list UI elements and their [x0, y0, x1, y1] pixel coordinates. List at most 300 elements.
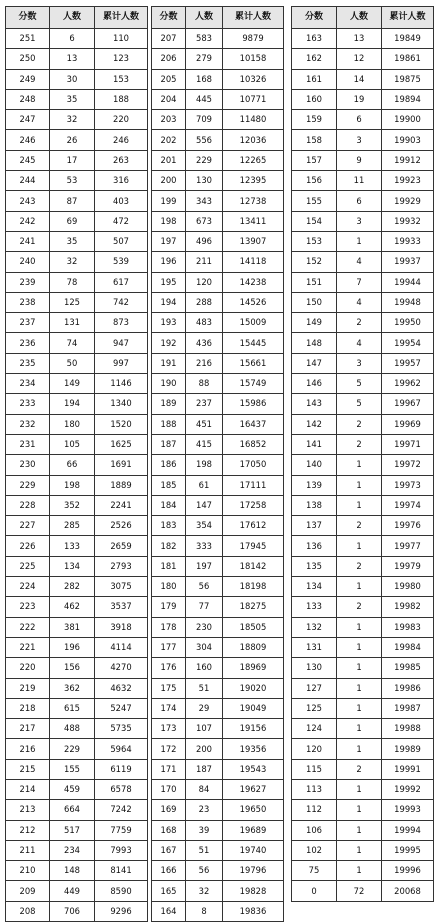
score-cell: 222	[6, 617, 50, 637]
count-cell: 354	[186, 516, 223, 536]
cumulative-cell: 15445	[223, 333, 284, 353]
cumulative-cell: 110	[95, 29, 148, 49]
score-table-block-1	[5, 6, 148, 922]
cumulative-cell: 7759	[95, 820, 148, 840]
cumulative-cell: 12395	[223, 171, 284, 191]
count-cell: 155	[50, 759, 95, 779]
count-cell: 1	[337, 800, 382, 820]
count-cell: 35	[50, 231, 95, 251]
table-row	[6, 597, 148, 617]
count-cell: 436	[186, 333, 223, 353]
score-cell: 132	[292, 617, 337, 637]
score-cell: 141	[292, 434, 337, 454]
count-cell: 288	[186, 292, 223, 312]
score-cell: 135	[292, 556, 337, 576]
score-cell: 184	[152, 495, 186, 515]
score-cell: 131	[292, 637, 337, 657]
score-cell: 193	[152, 313, 186, 333]
cumulative-cell: 19979	[382, 556, 434, 576]
score-cell: 235	[6, 353, 50, 373]
count-cell: 56	[186, 577, 223, 597]
header-score: 分数	[292, 7, 337, 29]
score-cell: 173	[152, 719, 186, 739]
table-row	[152, 49, 284, 69]
table-row	[292, 130, 434, 150]
count-cell: 1	[337, 475, 382, 495]
count-cell: 1	[337, 739, 382, 759]
cumulative-cell: 19894	[382, 89, 434, 109]
count-cell: 496	[186, 231, 223, 251]
count-cell: 148	[50, 861, 95, 881]
score-cell: 152	[292, 252, 337, 272]
table-row	[6, 698, 148, 718]
cumulative-cell: 17111	[223, 475, 284, 495]
score-cell: 179	[152, 597, 186, 617]
count-cell: 56	[186, 861, 223, 881]
cumulative-cell: 3918	[95, 617, 148, 637]
score-cell: 213	[6, 800, 50, 820]
count-cell: 706	[50, 901, 95, 921]
cumulative-cell: 8590	[95, 881, 148, 901]
cumulative-cell: 123	[95, 49, 148, 69]
score-cell: 185	[152, 475, 186, 495]
score-table-block-2	[151, 6, 284, 922]
cumulative-cell: 19836	[223, 901, 284, 921]
cumulative-cell: 19972	[382, 455, 434, 475]
count-cell: 234	[50, 840, 95, 860]
score-cell: 218	[6, 698, 50, 718]
table-row	[292, 29, 434, 49]
score-cell: 236	[6, 333, 50, 353]
cumulative-cell: 19995	[382, 840, 434, 860]
cumulative-cell: 153	[95, 69, 148, 89]
count-cell: 211	[186, 252, 223, 272]
table-row	[152, 231, 284, 251]
count-cell: 352	[50, 495, 95, 515]
cumulative-cell: 1889	[95, 475, 148, 495]
cumulative-cell: 7993	[95, 840, 148, 860]
cumulative-cell: 19923	[382, 171, 434, 191]
cumulative-cell: 19912	[382, 150, 434, 170]
table-row	[152, 597, 284, 617]
count-cell: 1	[337, 658, 382, 678]
cumulative-cell: 19988	[382, 719, 434, 739]
count-cell: 282	[50, 577, 95, 597]
table-row	[6, 556, 148, 576]
table-row	[292, 252, 434, 272]
cumulative-cell: 18142	[223, 556, 284, 576]
score-cell: 153	[292, 231, 337, 251]
count-cell: 709	[186, 110, 223, 130]
table-row	[6, 353, 148, 373]
score-cell: 125	[292, 698, 337, 718]
score-cell: 209	[6, 881, 50, 901]
score-cell: 216	[6, 739, 50, 759]
score-cell: 194	[152, 292, 186, 312]
score-cell: 229	[6, 475, 50, 495]
table-row	[152, 840, 284, 860]
header-count: 人数	[186, 7, 223, 29]
count-cell: 615	[50, 698, 95, 718]
score-cell: 240	[6, 252, 50, 272]
score-cell: 226	[6, 536, 50, 556]
cumulative-cell: 4632	[95, 678, 148, 698]
count-cell: 333	[186, 536, 223, 556]
table-row	[6, 820, 148, 840]
cumulative-cell: 18969	[223, 658, 284, 678]
score-cell: 143	[292, 394, 337, 414]
cumulative-cell: 19356	[223, 739, 284, 759]
cumulative-cell: 19049	[223, 698, 284, 718]
cumulative-cell: 403	[95, 191, 148, 211]
table-row	[292, 211, 434, 231]
cumulative-cell: 19976	[382, 516, 434, 536]
score-cell: 150	[292, 292, 337, 312]
cumulative-cell: 6119	[95, 759, 148, 779]
cumulative-cell: 19944	[382, 272, 434, 292]
cumulative-cell: 472	[95, 211, 148, 231]
count-cell: 17	[50, 150, 95, 170]
count-cell: 105	[50, 434, 95, 454]
table-row	[292, 394, 434, 414]
count-cell: 6	[337, 110, 382, 130]
count-cell: 2	[337, 313, 382, 333]
count-cell: 6	[50, 29, 95, 49]
score-cell: 178	[152, 617, 186, 637]
table-row	[6, 394, 148, 414]
score-cell: 230	[6, 455, 50, 475]
cumulative-cell: 5247	[95, 698, 148, 718]
cumulative-cell: 19156	[223, 719, 284, 739]
table-row	[6, 374, 148, 394]
count-cell: 1	[337, 455, 382, 475]
table-row	[6, 313, 148, 333]
table-row	[152, 171, 284, 191]
score-cell: 200	[152, 171, 186, 191]
count-cell: 2	[337, 759, 382, 779]
table-row	[152, 577, 284, 597]
count-cell: 180	[50, 414, 95, 434]
table-row	[152, 861, 284, 881]
count-cell: 445	[186, 89, 223, 109]
cumulative-cell: 17050	[223, 455, 284, 475]
table-row	[6, 171, 148, 191]
table-row	[6, 759, 148, 779]
count-cell: 229	[50, 739, 95, 759]
cumulative-cell: 14526	[223, 292, 284, 312]
header-cumulative: 累计人数	[382, 7, 434, 29]
count-cell: 11	[337, 171, 382, 191]
table-row	[6, 89, 148, 109]
cumulative-cell: 4270	[95, 658, 148, 678]
cumulative-cell: 18505	[223, 617, 284, 637]
table-row	[6, 536, 148, 556]
table-row	[292, 536, 434, 556]
table-row	[292, 719, 434, 739]
count-cell: 229	[186, 150, 223, 170]
header-cumulative: 累计人数	[95, 7, 148, 29]
score-cell: 225	[6, 556, 50, 576]
score-cell: 239	[6, 272, 50, 292]
count-cell: 200	[186, 739, 223, 759]
score-cell: 156	[292, 171, 337, 191]
score-cell: 158	[292, 130, 337, 150]
count-cell: 1	[337, 637, 382, 657]
cumulative-cell: 11480	[223, 110, 284, 130]
score-cell: 190	[152, 374, 186, 394]
score-cell: 212	[6, 820, 50, 840]
count-cell: 160	[186, 658, 223, 678]
score-cell: 238	[6, 292, 50, 312]
count-cell: 451	[186, 414, 223, 434]
table-row	[152, 698, 284, 718]
cumulative-cell: 5964	[95, 739, 148, 759]
score-cell: 182	[152, 536, 186, 556]
count-cell: 32	[50, 110, 95, 130]
cumulative-cell: 19796	[223, 861, 284, 881]
header-row	[152, 7, 284, 29]
cumulative-cell: 19950	[382, 313, 434, 333]
score-cell: 208	[6, 901, 50, 921]
count-cell: 2	[337, 516, 382, 536]
cumulative-cell: 19969	[382, 414, 434, 434]
header-count: 人数	[337, 7, 382, 29]
table-row	[152, 881, 284, 901]
score-cell: 171	[152, 759, 186, 779]
score-cell: 154	[292, 211, 337, 231]
score-cell: 196	[152, 252, 186, 272]
cumulative-cell: 263	[95, 150, 148, 170]
count-cell: 32	[186, 881, 223, 901]
count-cell: 517	[50, 820, 95, 840]
score-cell: 127	[292, 678, 337, 698]
cumulative-cell: 19903	[382, 130, 434, 150]
table-row	[292, 556, 434, 576]
count-cell: 343	[186, 191, 223, 211]
score-cell: 217	[6, 719, 50, 739]
count-cell: 51	[186, 840, 223, 860]
cumulative-cell: 16437	[223, 414, 284, 434]
cumulative-cell: 17258	[223, 495, 284, 515]
count-cell: 88	[186, 374, 223, 394]
cumulative-cell: 19849	[382, 29, 434, 49]
score-cell: 223	[6, 597, 50, 617]
header-row	[6, 7, 148, 29]
table-row	[292, 150, 434, 170]
cumulative-cell: 8141	[95, 861, 148, 881]
score-cell: 140	[292, 455, 337, 475]
cumulative-cell: 14118	[223, 252, 284, 272]
count-cell: 78	[50, 272, 95, 292]
score-cell: 214	[6, 779, 50, 799]
cumulative-cell: 2793	[95, 556, 148, 576]
count-cell: 74	[50, 333, 95, 353]
table-row	[152, 739, 284, 759]
table-row	[292, 820, 434, 840]
table-row	[292, 495, 434, 515]
cumulative-cell: 19957	[382, 353, 434, 373]
score-cell: 137	[292, 516, 337, 536]
table-row	[152, 475, 284, 495]
table-row	[292, 69, 434, 89]
count-cell: 1	[337, 861, 382, 881]
table-row	[292, 516, 434, 536]
cumulative-cell: 19933	[382, 231, 434, 251]
cumulative-cell: 1691	[95, 455, 148, 475]
table-row	[292, 840, 434, 860]
table-row	[292, 637, 434, 657]
score-cell: 203	[152, 110, 186, 130]
count-cell: 1	[337, 698, 382, 718]
count-cell: 7	[337, 272, 382, 292]
table-row	[6, 455, 148, 475]
table-row	[6, 29, 148, 49]
table-row	[152, 516, 284, 536]
cumulative-cell: 12738	[223, 191, 284, 211]
count-cell: 35	[50, 89, 95, 109]
table-row	[292, 292, 434, 312]
table-row	[152, 820, 284, 840]
count-cell: 133	[50, 536, 95, 556]
table-row	[292, 678, 434, 698]
count-cell: 230	[186, 617, 223, 637]
score-cell: 159	[292, 110, 337, 130]
cumulative-cell: 19875	[382, 69, 434, 89]
count-cell: 69	[50, 211, 95, 231]
cumulative-cell: 13907	[223, 231, 284, 251]
count-cell: 198	[50, 475, 95, 495]
table-row	[292, 617, 434, 637]
score-cell: 180	[152, 577, 186, 597]
count-cell: 147	[186, 495, 223, 515]
cumulative-cell: 873	[95, 313, 148, 333]
table-row	[292, 597, 434, 617]
cumulative-cell: 6578	[95, 779, 148, 799]
score-cell: 206	[152, 49, 186, 69]
cumulative-cell: 19989	[382, 739, 434, 759]
score-cell: 133	[292, 597, 337, 617]
score-cell: 134	[292, 577, 337, 597]
score-cell: 0	[292, 881, 337, 901]
cumulative-cell: 19740	[223, 840, 284, 860]
cumulative-cell: 19932	[382, 211, 434, 231]
cumulative-cell: 12265	[223, 150, 284, 170]
score-cell: 202	[152, 130, 186, 150]
table-row	[6, 49, 148, 69]
score-cell: 247	[6, 110, 50, 130]
score-cell: 151	[292, 272, 337, 292]
count-cell: 130	[186, 171, 223, 191]
header-row	[292, 7, 434, 29]
count-cell: 237	[186, 394, 223, 414]
score-cell: 187	[152, 434, 186, 454]
count-cell: 1	[337, 678, 382, 698]
cumulative-cell: 19650	[223, 800, 284, 820]
cumulative-cell: 2241	[95, 495, 148, 515]
count-cell: 39	[186, 820, 223, 840]
table-row	[292, 779, 434, 799]
count-cell: 168	[186, 69, 223, 89]
score-cell: 75	[292, 861, 337, 881]
table-row	[152, 211, 284, 231]
score-cell: 157	[292, 150, 337, 170]
table-row	[292, 455, 434, 475]
table-row	[6, 779, 148, 799]
score-cell: 130	[292, 658, 337, 678]
table-row	[292, 333, 434, 353]
table-row	[6, 861, 148, 881]
score-cell: 233	[6, 394, 50, 414]
table-row	[152, 455, 284, 475]
cumulative-cell: 19996	[382, 861, 434, 881]
cumulative-cell: 15749	[223, 374, 284, 394]
table-row	[152, 69, 284, 89]
table-row	[292, 191, 434, 211]
table-row	[6, 414, 148, 434]
cumulative-cell: 19974	[382, 495, 434, 515]
score-cell: 139	[292, 475, 337, 495]
cumulative-cell: 947	[95, 333, 148, 353]
cumulative-cell: 539	[95, 252, 148, 272]
cumulative-cell: 10771	[223, 89, 284, 109]
table-row	[152, 759, 284, 779]
table-row	[152, 414, 284, 434]
score-cell: 170	[152, 779, 186, 799]
count-cell: 198	[186, 455, 223, 475]
score-cell: 237	[6, 313, 50, 333]
score-cell: 102	[292, 840, 337, 860]
score-cell: 219	[6, 678, 50, 698]
count-cell: 1	[337, 719, 382, 739]
score-cell: 189	[152, 394, 186, 414]
score-cell: 221	[6, 637, 50, 657]
table-row	[6, 658, 148, 678]
score-cell: 106	[292, 820, 337, 840]
score-cell: 138	[292, 495, 337, 515]
count-cell: 50	[50, 353, 95, 373]
count-cell: 14	[337, 69, 382, 89]
count-cell: 1	[337, 495, 382, 515]
cumulative-cell: 19991	[382, 759, 434, 779]
score-cell: 168	[152, 820, 186, 840]
header-score: 分数	[152, 7, 186, 29]
count-cell: 6	[337, 191, 382, 211]
table-row	[292, 739, 434, 759]
score-cell: 146	[292, 374, 337, 394]
score-cell: 246	[6, 130, 50, 150]
cumulative-cell: 742	[95, 292, 148, 312]
cumulative-cell: 3075	[95, 577, 148, 597]
count-cell: 4	[337, 252, 382, 272]
table-row	[152, 678, 284, 698]
table-row	[292, 171, 434, 191]
cumulative-cell: 19973	[382, 475, 434, 495]
cumulative-cell: 19967	[382, 394, 434, 414]
table-row	[6, 637, 148, 657]
count-cell: 125	[50, 292, 95, 312]
cumulative-cell: 19985	[382, 658, 434, 678]
score-cell: 224	[6, 577, 50, 597]
table-row	[152, 394, 284, 414]
header-score: 分数	[6, 7, 50, 29]
cumulative-cell: 7242	[95, 800, 148, 820]
score-cell: 197	[152, 231, 186, 251]
cumulative-cell: 19982	[382, 597, 434, 617]
score-cell: 211	[6, 840, 50, 860]
cumulative-cell: 2526	[95, 516, 148, 536]
score-cell: 207	[152, 29, 186, 49]
cumulative-cell: 18809	[223, 637, 284, 657]
